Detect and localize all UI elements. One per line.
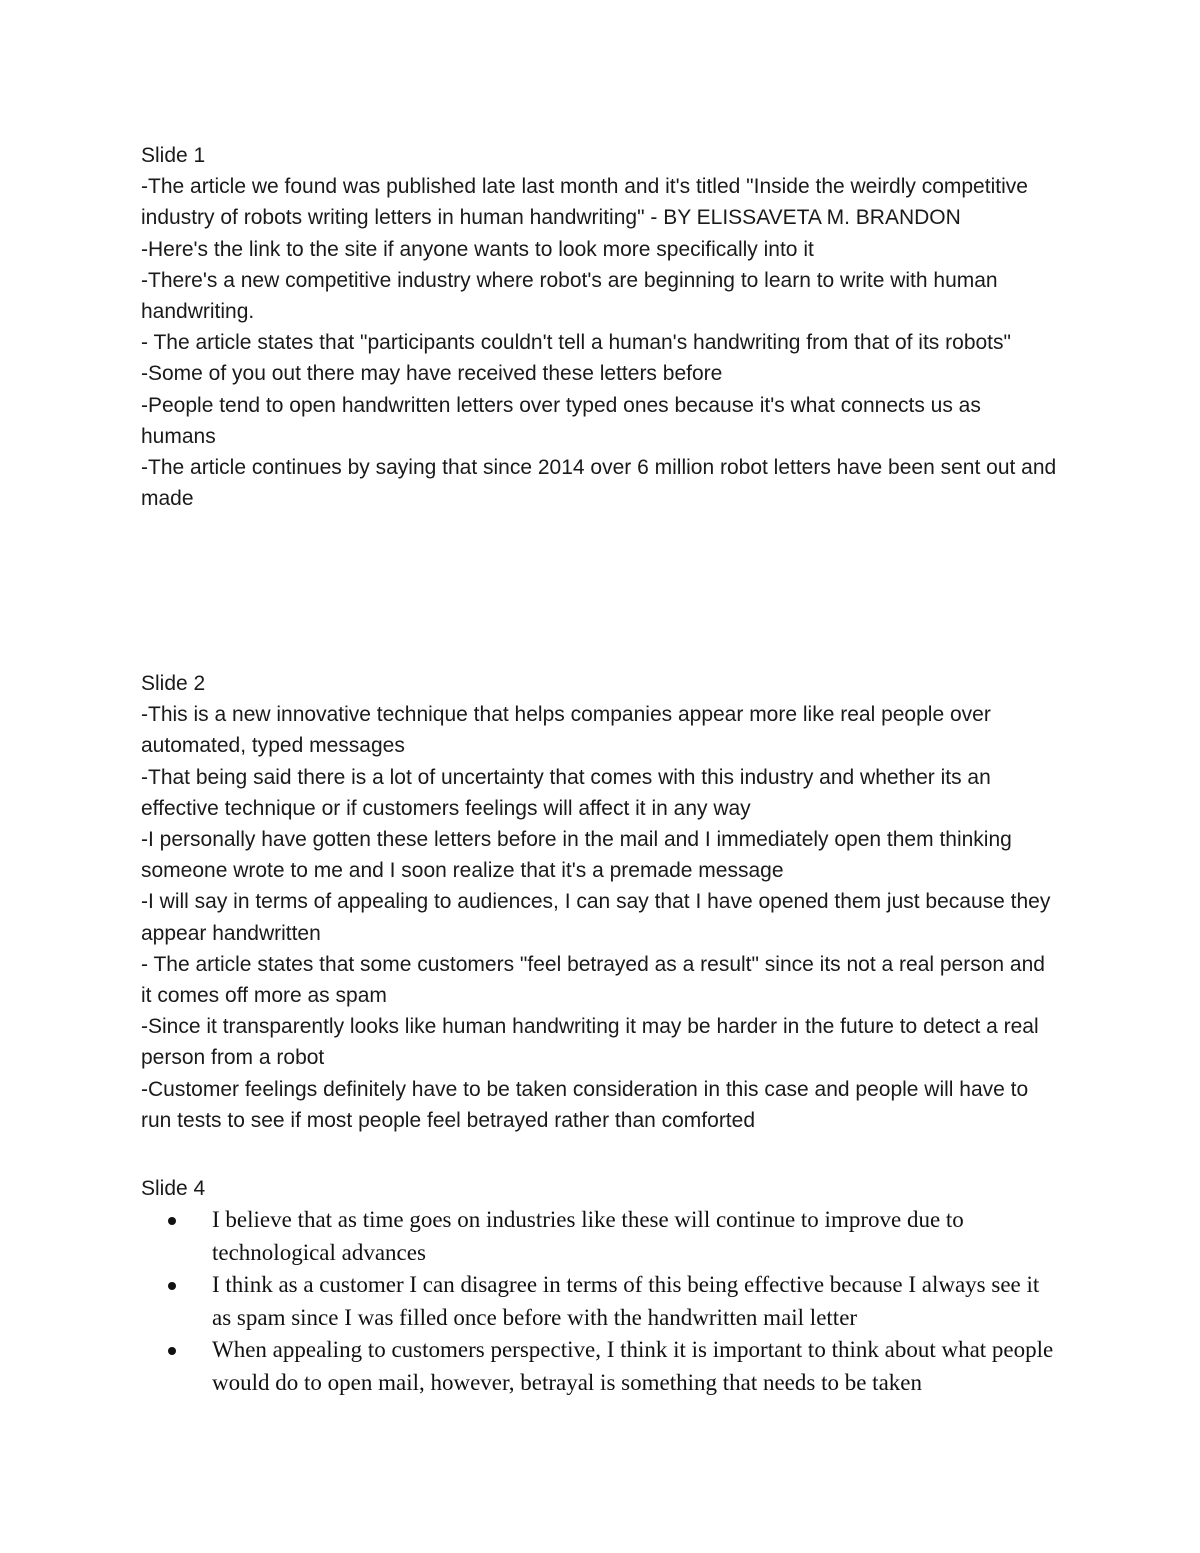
- bullet-list-item: [141, 1269, 1061, 1334]
- slide-2-line: -This is a new innovative technique that helps companies appear more like real people over automated, typed messages: [141, 703, 991, 758]
- slide-1-line: -The article we found was published late last month and it's titled "Inside the weirdly competitive industry of robots writing letters in human handwriting" - BY ELISSAVETA M. BRANDON: [141, 175, 1028, 230]
- bullet-dot-icon: [168, 1347, 176, 1355]
- slide-4-bullet-list: [141, 1204, 1061, 1399]
- slide-2-line: - The article states that some customers "feel betrayed as a result" since its not a real person and it comes off more as spam: [141, 952, 1045, 1008]
- slide-1-line: -There's a new competitive industry where robot's are beginning to learn to write with human handwriting.: [141, 268, 998, 324]
- slide-1-line: -Some of you out there may have received these letters before: [141, 362, 723, 386]
- slide-1-heading: Slide 1: [141, 144, 206, 167]
- bullet-list-item: [141, 1334, 1061, 1399]
- bullet-text: I think as a customer I can disagree in terms of this being effective because I always see it as spam since I was filled once before with the handwritten mail letter: [212, 1272, 1040, 1330]
- slide-1-line: - The article states that "participants couldn't tell a human's handwriting from that of its robots": [141, 331, 1011, 355]
- slide-2-heading: Slide 2: [141, 672, 206, 695]
- bullet-dot-icon: [168, 1282, 176, 1290]
- slide-2-section: [141, 668, 1061, 1136]
- slide-1-line: -People tend to open handwritten letters over typed ones because it's what connects us as humans: [141, 393, 981, 448]
- bullet-text: When appealing to customers perspective, I think it is important to think about what people would do to open mail, however, betrayal is something that needs to be taken: [212, 1337, 1054, 1395]
- slide-2-line: -I will say in terms of appealing to audiences, I can say that I have opened them just because they appear handwritten: [141, 890, 1051, 945]
- bullet-list-item: [141, 1204, 1061, 1269]
- bullet-dot-icon: [168, 1217, 176, 1225]
- slide-2-line: -Since it transparently looks like human handwriting it may be harder in the future to detect a real person from a robot: [141, 1015, 1039, 1070]
- slide-2-line: -That being said there is a lot of uncertainty that comes with this industry and whether its an effective technique or if customers feelings will affect it in any way: [141, 765, 991, 820]
- slide-2-line: -I personally have gotten these letters before in the mail and I immediately open them thinking someone wrote to me and I soon realize that it's a premade message: [141, 828, 1012, 883]
- bullet-text: I believe that as time goes on industries like these will continue to improve due to technological advances: [212, 1207, 964, 1265]
- slide-1-section: [141, 140, 1061, 514]
- slide-1-line: -Here's the link to the site if anyone wants to look more specifically into it: [141, 237, 814, 261]
- slide-4-section: [141, 1173, 1061, 1399]
- slide-4-heading: Slide 4: [141, 1177, 206, 1200]
- slide-1-line: -The article continues by saying that since 2014 over 6 million robot letters have been sent out and made: [141, 456, 1057, 511]
- slide-2-line: -Customer feelings definitely have to be taken consideration in this case and people will have to run tests to see if most people feel betrayed rather than comforted: [141, 1077, 1029, 1132]
